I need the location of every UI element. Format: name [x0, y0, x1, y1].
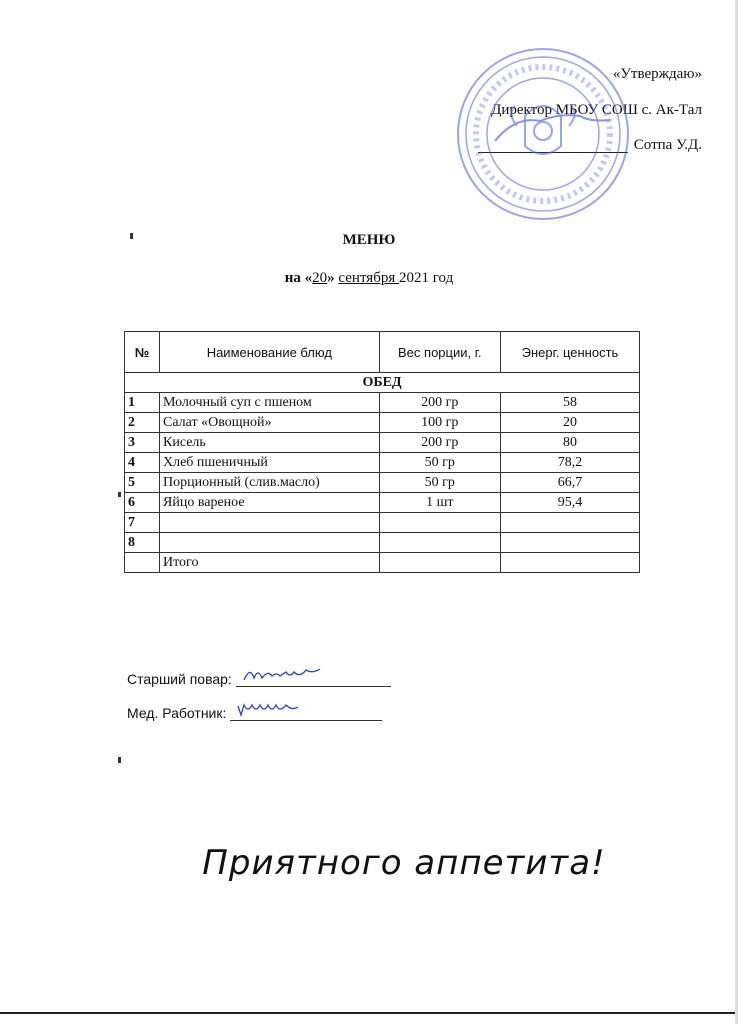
cook-label: Старший повар: [127, 671, 232, 687]
section-lunch: ОБЕД [125, 373, 640, 393]
cook-signature-row [127, 671, 391, 687]
footer-greeting: Приятного аппетита! [202, 843, 606, 883]
row-dish-name [160, 533, 380, 553]
row-weight: 200 гр [379, 393, 500, 413]
row-number: 5 [125, 473, 160, 493]
row-number: 4 [125, 453, 160, 473]
table-header-row [125, 332, 640, 373]
table-total-row [125, 553, 640, 573]
total-weight-cell [379, 553, 500, 573]
table-row [125, 393, 640, 413]
official-stamp [455, 46, 631, 222]
menu-table [124, 331, 640, 573]
scan-mark [130, 233, 133, 239]
table-row [125, 493, 640, 513]
row-number: 7 [125, 513, 160, 533]
table-row [125, 413, 640, 433]
scan-edge-bottom [0, 1012, 738, 1014]
total-number-cell [125, 553, 160, 573]
row-dish-name: Салат «Овощной» [160, 413, 380, 433]
row-weight: 100 гр [379, 413, 500, 433]
date-prefix: на « [284, 270, 313, 286]
row-weight [379, 513, 500, 533]
medic-signature-line [230, 706, 382, 721]
row-dish-name: Кисель [160, 433, 380, 453]
row-dish-name: Порционный (слив.масло) [160, 473, 380, 493]
row-dish-name: Яйцо вареное [160, 493, 380, 513]
date-day: 20 [312, 270, 328, 286]
table-row [125, 513, 640, 533]
medic-label: Мед. Работник: [127, 705, 227, 721]
document-title: МЕНЮ [342, 232, 396, 248]
table-row [125, 533, 640, 553]
row-dish-name: Хлеб пшеничный [160, 453, 380, 473]
row-number: 2 [125, 413, 160, 433]
row-energy: 78,2 [500, 453, 639, 473]
scan-mark [118, 757, 121, 763]
director-name: Сотпа У.Д. [633, 137, 702, 153]
row-number: 8 [125, 533, 160, 553]
row-energy: 58 [500, 393, 639, 413]
cook-signature-line [236, 672, 391, 687]
row-energy: 66,7 [500, 473, 639, 493]
approval-line-2: Директор МБОУ СОШ с. Ак-Тал [491, 102, 702, 118]
row-number: 1 [125, 393, 160, 413]
date-suffix: 2021 год [399, 270, 454, 286]
row-dish-name [160, 513, 380, 533]
table-row [125, 473, 640, 493]
total-label: Итого [160, 553, 380, 573]
row-weight: 200 гр [379, 433, 500, 453]
row-energy [500, 513, 639, 533]
date-month: сентября [338, 270, 399, 286]
row-number: 6 [125, 493, 160, 513]
row-weight: 1 шт [379, 493, 500, 513]
header-dish-name: Наименование блюд [160, 332, 380, 373]
row-weight: 50 гр [379, 453, 500, 473]
row-weight: 50 гр [379, 473, 500, 493]
medic-signature-row [127, 705, 382, 721]
row-energy: 95,4 [500, 493, 639, 513]
date-line [0, 270, 738, 287]
cook-signature [242, 664, 332, 684]
table-row [125, 433, 640, 453]
row-number: 3 [125, 433, 160, 453]
approval-line-1: «Утверждаю» [612, 66, 702, 82]
total-energy-cell [500, 553, 639, 573]
header-energy: Энерг. ценность [500, 332, 639, 373]
row-dish-name: Молочный суп с пшеном [160, 393, 380, 413]
row-energy [500, 533, 639, 553]
header-number: № [125, 332, 160, 373]
scan-mark [118, 492, 121, 497]
row-energy: 20 [500, 413, 639, 433]
medic-signature [236, 698, 316, 718]
row-energy: 80 [500, 433, 639, 453]
date-sep: » [327, 270, 339, 286]
row-weight [379, 533, 500, 553]
table-row [125, 453, 640, 473]
header-weight: Вес порции, г. [379, 332, 500, 373]
